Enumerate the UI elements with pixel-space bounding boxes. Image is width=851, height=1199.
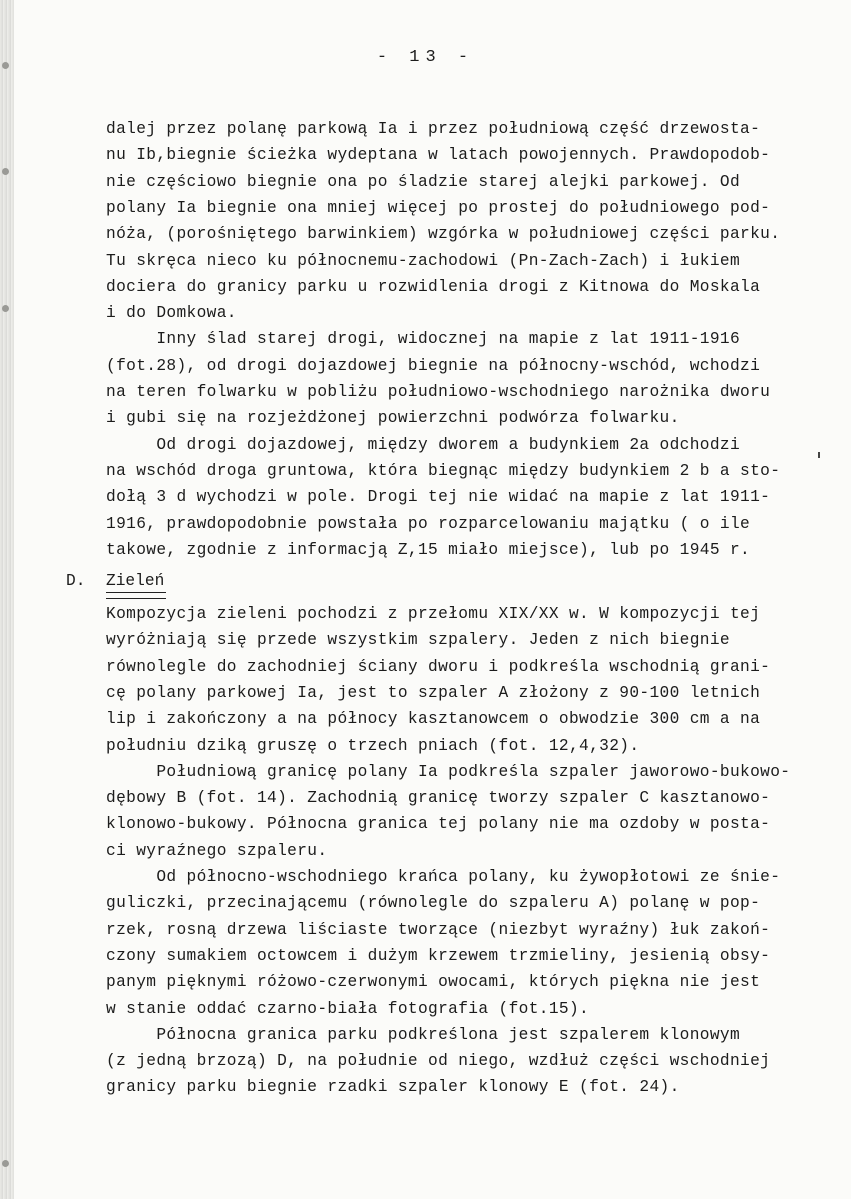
text-line: Od północno-wschodniego krańca polany, ku żywopłotowi ze śnie- (106, 868, 781, 886)
text-line: Południową granicę polany Ia podkreśla szpaler jaworowo-bukowo- (106, 763, 791, 781)
text-line: dołą 3 d wychodzi w pole. Drogi tej nie widać na mapie z lat 1911- (106, 488, 771, 506)
text-line: dociera do granicy parku u rozwidlenia drogi z Kitnowa do Moskala (106, 278, 761, 296)
text-line: polany Ia biegnie ona mniej więcej po prostej do południowego pod- (106, 199, 771, 217)
text-line: klonowo-bukowy. Północna granica tej polany nie ma ozdoby w posta- (106, 815, 771, 833)
punch-hole (2, 168, 9, 175)
text-line: i gubi się na rozjeżdżonej powierzchni podwórza folwarku. (106, 409, 680, 427)
text-line: Od drogi dojazdowej, między dworem a budynkiem 2a odchodzi (106, 436, 741, 454)
section-label: D. (66, 572, 86, 590)
text-line: nie częściowo biegnie ona po śladzie starej alejki parkowej. Od (106, 173, 741, 191)
text-line: Północna granica parku podkreślona jest szpalerem klonowym (106, 1026, 741, 1044)
text-line: guliczki, przecinającemu (równolegle do szpaleru A) polanę w pop- (106, 894, 761, 912)
text-line: na wschód droga gruntowa, która biegnąc między budynkiem 2 b a sto- (106, 462, 781, 480)
text-line: nóża, (porośniętego barwinkiem) wzgórka w południowej części parku. (106, 225, 781, 243)
text-line: w stanie oddać czarno-biała fotografia (fot.15). (106, 1000, 590, 1018)
scan-binding-edge (0, 0, 14, 1199)
text-line: rzek, rosną drzewa liściaste tworzące (niezbyt wyraźny) łuk zakoń- (106, 921, 771, 939)
text-line: dębowy B (fot. 14). Zachodnią granicę tworzy szpaler C kasztanowo- (106, 789, 771, 807)
text-line: 1916, prawdopodobnie powstała po rozparcelowaniu majątku ( o ile (106, 515, 751, 533)
text-line: równolegle do zachodniej ściany dworu i podkreśla wschodnią grani- (106, 658, 771, 676)
text-line: nu Ib,biegnie ścieżka wydeptana w latach powojennych. Prawdopodob- (106, 146, 771, 164)
text-line: południu dziką gruszę o trzech pniach (fot. 12,4,32). (106, 737, 640, 755)
text-line: (z jedną brzozą) D, na południe od niego, wzdłuż części wschodniej (106, 1052, 771, 1070)
text-line: dalej przez polanę parkową Ia i przez południową część drzewosta- (106, 120, 761, 138)
punch-hole (2, 305, 9, 312)
text-line: ci wyraźnego szpaleru. (106, 842, 328, 860)
text-line: Kompozycja zieleni pochodzi z przełomu XIX/XX w. W kompozycji tej (106, 605, 761, 623)
text-line: czony sumakiem octowcem i dużym krzewem trzmieliny, jesienią obsy- (106, 947, 771, 965)
text-line: cę polany parkowej Ia, jest to szpaler A złożony z 90-100 letnich (106, 684, 761, 702)
page-number: - 13 - (376, 48, 475, 67)
text-line: granicy parku biegnie rzadki szpaler klonowy E (fot. 24). (106, 1078, 680, 1096)
text-line: na teren folwarku w pobliżu południowo-wschodniego narożnika dworu (106, 383, 771, 401)
text-line: Tu skręca nieco ku północnemu-zachodowi (Pn-Zach-Zach) i łukiem (106, 252, 741, 270)
punch-hole (2, 1160, 9, 1167)
text-line: (fot.28), od drogi dojazdowej biegnie na północny-wschód, wchodzi (106, 357, 761, 375)
text-line: lip i zakończony a na północy kasztanowcem o obwodzie 300 cm a na (106, 710, 761, 728)
section-title: Zieleń (106, 572, 165, 590)
text-line: takowe, zgodnie z informacją Z,15 miało miejsce), lub po 1945 r. (106, 541, 751, 559)
text-line: wyróżniają się przede wszystkim szpalery. Jeden z nich biegnie (106, 631, 730, 649)
text-line: i do Domkowa. (106, 304, 237, 322)
margin-mark (818, 452, 820, 458)
text-line: Inny ślad starej drogi, widocznej na mapie z lat 1911-1916 (106, 330, 741, 348)
text-line: panym pięknymi różowo-czerwonymi owocami, których piękna nie jest (106, 973, 761, 991)
section-title-underline (106, 592, 166, 599)
